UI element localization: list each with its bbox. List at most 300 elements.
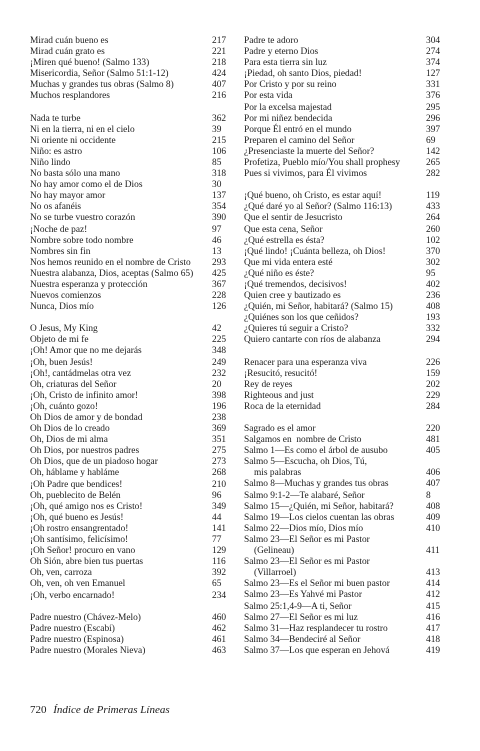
entry-first-line: Oh, criaturas del Señor xyxy=(30,379,117,390)
entry-first-line: Padre nuestro (Chávez-Melo) xyxy=(30,612,141,623)
entry-page-number: 302 xyxy=(426,257,441,268)
entry-page-number: 409 xyxy=(426,512,441,523)
entry-page-number: 228 xyxy=(212,291,227,302)
entry-page-number: 20 xyxy=(212,379,222,390)
entry-first-line: ¡Oh, cuánto gozo! xyxy=(30,401,98,412)
entry-page-number: 406 xyxy=(426,468,441,479)
index-entry xyxy=(244,624,450,635)
index-entry xyxy=(244,402,450,413)
entry-first-line: Oh Dios, por nuestros padres xyxy=(30,446,140,457)
index-entry xyxy=(244,424,450,435)
entry-page-number: 264 xyxy=(426,213,441,224)
index-entry xyxy=(30,335,236,346)
index-entry xyxy=(30,269,236,280)
entry-page-number: 229 xyxy=(426,390,441,401)
entry-page-number: 369 xyxy=(212,424,227,435)
entry-page-number: 106 xyxy=(212,146,227,157)
index-entry xyxy=(30,402,236,413)
entry-page-number: 221 xyxy=(212,47,227,58)
index-entry xyxy=(244,125,450,136)
index-entry xyxy=(244,524,450,535)
footer-title: Índice de Primeras Líneas xyxy=(53,704,170,716)
index-entry xyxy=(30,36,236,47)
index-entry xyxy=(30,524,236,535)
entry-page-number: 159 xyxy=(426,368,441,379)
entry-first-line: Salmo 37—Los que esperan en Jehová xyxy=(244,645,390,656)
entry-page-number: 102 xyxy=(426,235,441,246)
entry-page-number: 405 xyxy=(426,446,441,457)
entry-page-number: 274 xyxy=(426,47,441,58)
index-entry xyxy=(30,435,236,446)
entry-first-line: Muchas y grandes tus obras (Salmo 8) xyxy=(30,80,174,91)
entry-first-line: ¡Oh Padre que bendices! xyxy=(30,479,123,490)
entry-first-line: ¡Qué lindo! ¡Cuánta belleza, oh Dios! xyxy=(244,246,386,257)
entry-first-line: Para esta tierra sin luz xyxy=(244,58,327,69)
index-entry xyxy=(244,69,450,80)
index-entry xyxy=(244,502,450,513)
entry-page-number: 402 xyxy=(426,279,441,290)
entry-page-number: 461 xyxy=(212,634,227,645)
entry-page-number: 282 xyxy=(426,169,441,180)
index-entry xyxy=(30,546,236,557)
entry-page-number: 392 xyxy=(212,568,227,579)
index-entry xyxy=(244,91,450,102)
index-entry xyxy=(244,479,450,490)
index-entry xyxy=(30,613,236,624)
index-entry xyxy=(244,291,450,302)
entry-first-line: Porque Él entró en el mundo xyxy=(244,124,352,135)
entry-page-number: 215 xyxy=(212,135,227,146)
entry-first-line: Oh, ven, carroza xyxy=(30,568,92,579)
entry-first-line: ¿Qué niño es éste? xyxy=(244,268,315,279)
index-entry xyxy=(244,280,450,291)
entry-first-line: Nada te turbe xyxy=(30,113,81,124)
index-entry xyxy=(30,591,236,602)
entry-page-number: 275 xyxy=(212,446,227,457)
entry-page-number: 425 xyxy=(212,268,227,279)
entry-page-number: 97 xyxy=(212,224,222,235)
entry-first-line: ¡Oh, Cristo de infinito amor! xyxy=(30,390,139,401)
entry-page-number: 65 xyxy=(212,579,222,590)
page-footer xyxy=(30,704,170,716)
index-entry xyxy=(244,557,450,568)
index-entry xyxy=(244,247,450,258)
entry-page-number: 234 xyxy=(212,590,227,601)
entry-first-line: Oh, Dios de mi alma xyxy=(30,435,108,446)
entry-page-number: 268 xyxy=(212,468,227,479)
entry-page-number: 42 xyxy=(212,324,222,335)
entry-page-number: 417 xyxy=(426,623,441,634)
entry-first-line: Pues si vivimos, para Él vivimos xyxy=(244,169,367,180)
entry-first-line: Sagrado es el amor xyxy=(244,424,316,434)
index-entry xyxy=(30,480,236,491)
entry-page-number: 367 xyxy=(212,279,227,290)
index-entry xyxy=(30,302,236,313)
entry-page-number: 294 xyxy=(426,335,441,346)
entry-first-line: Salmo 22—Dios mío, Dios mío xyxy=(244,523,364,534)
entry-first-line: ¡Oh, qué bueno es Jesús! xyxy=(30,512,124,523)
index-entry xyxy=(30,513,236,524)
index-entry xyxy=(30,324,236,335)
entry-page-number: 412 xyxy=(426,590,441,601)
entry-page-number: 119 xyxy=(426,191,440,202)
entry-page-number: 407 xyxy=(426,479,441,490)
entry-first-line: Mirad cuán bueno es xyxy=(30,36,109,46)
index-entry xyxy=(30,147,236,158)
entry-first-line: Salmo 8—Muchas y grandes tus obras xyxy=(244,479,389,490)
entry-first-line: Nombre sobre todo nombre xyxy=(30,235,134,246)
index-entry xyxy=(244,324,450,335)
index-entry xyxy=(30,258,236,269)
entry-page-number: 8 xyxy=(426,490,431,501)
index-entry xyxy=(30,280,236,291)
entry-first-line: Salmo 5—Escucha, oh Dios, Tú, xyxy=(244,457,367,468)
entry-page-number: 296 xyxy=(426,113,441,124)
entry-first-line: Rey de reyes xyxy=(244,379,293,390)
index-entry xyxy=(30,568,236,579)
index-entry xyxy=(30,646,236,657)
entry-page-number: 129 xyxy=(212,546,227,557)
entry-page-number: 238 xyxy=(212,413,227,423)
entry-page-number: 418 xyxy=(426,634,441,645)
entry-page-number: 96 xyxy=(212,490,222,501)
entry-page-number: 415 xyxy=(426,601,441,612)
entry-first-line: No os afanéis xyxy=(30,202,82,213)
entry-first-line: Quien cree y bautizado es xyxy=(244,291,341,302)
entry-first-line: ¡Oh!, cantádmelas otra vez xyxy=(30,368,131,379)
index-entry xyxy=(30,502,236,513)
entry-page-number: 232 xyxy=(212,368,227,379)
entry-page-number: 295 xyxy=(426,102,441,113)
index-entry xyxy=(244,136,450,147)
index-entry xyxy=(30,136,236,147)
index-entry xyxy=(30,91,236,102)
entry-first-line: Padre nuestro (Espinosa) xyxy=(30,634,124,645)
entry-page-number: 463 xyxy=(212,645,227,656)
entry-first-line: Por Cristo y por su reino xyxy=(244,80,337,91)
entry-first-line: ¿Quién, mi Señor, habitará? (Salmo 15) xyxy=(244,302,393,313)
entry-first-line: No hay mayor amor xyxy=(30,191,106,202)
entry-first-line: Padre y eterno Dios xyxy=(244,47,319,58)
entry-first-line: ¿Quieres tú seguir a Cristo? xyxy=(244,324,349,335)
index-entry xyxy=(244,446,450,457)
index-entry xyxy=(30,125,236,136)
entry-first-line: ¡Oh rostro ensangrentado! xyxy=(30,523,129,534)
entry-first-line: Mirad cuán grato es xyxy=(30,47,105,58)
index-entry xyxy=(244,225,450,236)
entry-first-line: Niño lindo xyxy=(30,157,71,168)
index-entry xyxy=(30,446,236,457)
index-entry xyxy=(244,103,450,114)
entry-first-line: ¡Oh santísimo, felicísimo! xyxy=(30,535,129,546)
entry-first-line: Ni oriente ni occidente xyxy=(30,135,116,146)
index-entry xyxy=(30,413,236,424)
index-entry xyxy=(30,247,236,258)
index-entry xyxy=(244,568,450,579)
index-entry xyxy=(244,513,450,524)
entry-page-number: 407 xyxy=(212,80,227,91)
entry-first-line: Muchos resplandores xyxy=(30,91,110,102)
entry-first-line: (Villarroel) xyxy=(254,568,297,579)
index-entry xyxy=(244,358,450,369)
entry-first-line: ¡Oh, qué amigo nos es Cristo! xyxy=(30,501,143,512)
entry-page-number: 217 xyxy=(212,36,227,46)
index-entry xyxy=(244,313,450,324)
entry-page-number: 141 xyxy=(212,523,227,534)
index-entry xyxy=(30,491,236,502)
index-entry xyxy=(30,624,236,635)
entry-first-line: Ni en la tierra, ni en el cielo xyxy=(30,124,135,135)
entry-first-line: ¡Oh, buen Jesús! xyxy=(30,357,93,368)
entry-page-number: 202 xyxy=(426,379,441,390)
entry-first-line: Salmo 25:1,4-9—A ti, Señor xyxy=(244,601,352,612)
index-entry xyxy=(244,590,450,601)
entry-first-line: Oh, ven, oh ven Emanuel xyxy=(30,579,126,590)
index-entry xyxy=(244,58,450,69)
entry-first-line: (Gelineau) xyxy=(254,546,295,557)
index-entry xyxy=(244,158,450,169)
entry-first-line: ¡Piedad, oh santo Dios, piedad! xyxy=(244,69,362,80)
index-entry xyxy=(30,80,236,91)
index-entry xyxy=(30,169,236,180)
entry-first-line: Nombres sin fin xyxy=(30,246,91,257)
entry-first-line: Padre nuestro (Morales Nieva) xyxy=(30,645,146,656)
entry-page-number: 318 xyxy=(212,169,227,180)
entry-first-line: Padre nuestro (Escabí) xyxy=(30,623,115,634)
index-entry xyxy=(244,635,450,646)
index-entry xyxy=(30,579,236,590)
entry-page-number: 95 xyxy=(426,268,436,279)
index-entry xyxy=(30,191,236,202)
entry-first-line: Preparen el camino del Señor xyxy=(244,135,355,146)
index-entry xyxy=(244,602,450,613)
entry-first-line: Salmo 9:1-2—Te alabaré, Señor xyxy=(244,490,365,501)
entry-page-number: 116 xyxy=(212,557,226,568)
entry-page-number: 416 xyxy=(426,612,441,623)
index-entry xyxy=(30,535,236,546)
index-entry xyxy=(30,291,236,302)
index-entry xyxy=(244,36,450,47)
entry-first-line: Nos hemos reunido en el nombre de Cristo xyxy=(30,257,191,268)
index-entry xyxy=(244,236,450,247)
entry-page-number: 414 xyxy=(426,579,441,590)
entry-first-line: No basta sólo una mano xyxy=(30,169,121,180)
footer-page-number: 720 xyxy=(30,704,47,716)
entry-page-number: 249 xyxy=(212,357,227,368)
index-entry xyxy=(30,158,236,169)
entry-page-number: 408 xyxy=(426,302,441,313)
index-entry xyxy=(244,114,450,125)
entry-first-line: Salmo 23—Es Yahvé mi Pastor xyxy=(244,590,362,601)
index-entry xyxy=(244,468,450,479)
entry-page-number: 142 xyxy=(426,146,441,157)
entry-first-line: ¡Oh, verbo encarnado! xyxy=(30,590,115,601)
index-entry xyxy=(244,147,450,158)
index-entry xyxy=(30,424,236,435)
index-entry xyxy=(30,69,236,80)
index-entry xyxy=(244,47,450,58)
entry-first-line: Por la excelsa majestad xyxy=(244,102,332,113)
entry-first-line: ¡Qué bueno, oh Cristo, es estar aquí! xyxy=(244,191,382,202)
index-entry xyxy=(30,380,236,391)
index-entry xyxy=(244,546,450,557)
entry-first-line: O Jesus, My King xyxy=(30,324,98,335)
index-entry xyxy=(30,202,236,213)
index-entry xyxy=(244,369,450,380)
entry-first-line: ¡Noche de paz! xyxy=(30,224,88,235)
entry-page-number: 265 xyxy=(426,158,441,169)
entry-first-line: No hay amor como el de Dios xyxy=(30,180,143,191)
index-entry xyxy=(30,391,236,402)
entry-first-line: Salmo 31—Haz resplandecer tu rostro xyxy=(244,623,388,634)
entry-page-number: 374 xyxy=(426,58,441,69)
entry-page-number: 411 xyxy=(426,546,440,557)
entry-page-number: 46 xyxy=(212,235,222,246)
entry-page-number: 462 xyxy=(212,623,227,634)
entry-first-line: Renacer para una esperanza viva xyxy=(244,357,367,368)
entry-page-number: 85 xyxy=(212,157,222,168)
entry-page-number: 413 xyxy=(426,568,441,579)
entry-first-line: ¿Presenciaste la muerte del Señor? xyxy=(244,146,375,157)
entry-page-number: 419 xyxy=(426,645,441,656)
index-entry xyxy=(244,579,450,590)
entry-page-number: 30 xyxy=(212,180,222,191)
index-entry xyxy=(30,58,236,69)
index-entry xyxy=(244,191,450,202)
index-entry xyxy=(244,80,450,91)
entry-page-number: 284 xyxy=(426,401,441,412)
entry-first-line: Salmo 27—El Señor es mi luz xyxy=(244,612,358,623)
entry-page-number: 293 xyxy=(212,257,227,268)
index-entry xyxy=(244,457,450,468)
entry-first-line: No se turbe vuestro corazón xyxy=(30,213,136,224)
index-entry xyxy=(30,47,236,58)
entry-first-line: ¡Oh! Amor que no me dejarás xyxy=(30,346,142,357)
index-entry xyxy=(244,435,450,446)
index-entry xyxy=(244,213,450,224)
entry-first-line: Profetiza, Pueblo mío/You shall prophesy xyxy=(244,158,401,169)
entry-first-line: Nuestra esperanza y protección xyxy=(30,279,148,290)
index-entry xyxy=(30,114,236,125)
entry-page-number: 210 xyxy=(212,479,227,490)
entry-first-line: Que mi vida entera esté xyxy=(244,257,333,268)
index-entry xyxy=(244,535,450,546)
entry-first-line: mis palabras xyxy=(254,468,302,479)
left-index-column xyxy=(30,36,236,657)
entry-first-line: Salmo 1—Es como el árbol de ausubo xyxy=(244,446,388,457)
entry-page-number: 481 xyxy=(426,435,441,446)
entry-page-number: 351 xyxy=(212,435,227,446)
entry-page-number: 260 xyxy=(426,224,441,235)
entry-first-line: Salgamos en nombre de Cristo xyxy=(244,435,362,446)
entry-page-number: 424 xyxy=(212,69,227,80)
entry-first-line: Oh, háblame y habláme xyxy=(30,468,120,479)
entry-first-line: Salmo 15—¿Quién, mi Señor, habitará? xyxy=(244,501,394,512)
entry-first-line: Oh Dios, que de un piadoso hogar xyxy=(30,457,158,468)
entry-first-line: Salmo 23—Es el Señor mi buen pastor xyxy=(244,579,390,590)
index-entry xyxy=(244,258,450,269)
entry-page-number: 216 xyxy=(212,91,227,102)
index-entry xyxy=(244,335,450,346)
entry-first-line: Righteous and just xyxy=(244,390,314,401)
index-entry xyxy=(244,646,450,657)
entry-first-line: Roca de la eternidad xyxy=(244,401,321,412)
entry-first-line: ¡Miren qué bueno! (Salmo 133) xyxy=(30,58,150,69)
entry-first-line: Oh Dios de amor y de bondad xyxy=(30,413,143,423)
entry-first-line: Por esta vida xyxy=(244,91,293,102)
entry-first-line: Niño: es astro xyxy=(30,146,83,157)
entry-page-number: 348 xyxy=(212,346,227,357)
index-entry xyxy=(30,236,236,247)
entry-first-line: Por mi niñez bendecida xyxy=(244,113,333,124)
entry-page-number: 410 xyxy=(426,523,441,534)
index-entry xyxy=(30,635,236,646)
entry-page-number: 127 xyxy=(426,69,441,80)
entry-page-number: 39 xyxy=(212,124,222,135)
entry-page-number: 13 xyxy=(212,246,222,257)
index-entry xyxy=(30,468,236,479)
entry-page-number: 331 xyxy=(426,80,441,91)
entry-page-number: 370 xyxy=(426,246,441,257)
index-entry xyxy=(244,202,450,213)
index-entry xyxy=(30,358,236,369)
entry-page-number: 218 xyxy=(212,58,227,69)
entry-page-number: 196 xyxy=(212,401,227,412)
entry-page-number: 398 xyxy=(212,390,227,401)
entry-page-number: 354 xyxy=(212,202,227,213)
entry-page-number: 433 xyxy=(426,202,441,213)
index-entry xyxy=(30,369,236,380)
index-entry xyxy=(244,169,450,180)
entry-first-line: Que el sentir de Jesucristo xyxy=(244,213,343,224)
entry-page-number: 376 xyxy=(426,91,441,102)
entry-page-number: 460 xyxy=(212,612,227,623)
index-entry xyxy=(30,225,236,236)
entry-page-number: 332 xyxy=(426,324,441,335)
entry-page-number: 362 xyxy=(212,113,227,124)
entry-first-line: ¡Resucitó, resucitó! xyxy=(244,368,318,379)
entry-first-line: ¿Qué estrella es ésta? xyxy=(244,235,325,246)
entry-page-number: 220 xyxy=(426,424,441,434)
index-entry xyxy=(30,346,236,357)
index-entry xyxy=(244,269,450,280)
index-entry xyxy=(244,380,450,391)
entry-page-number: 44 xyxy=(212,512,222,523)
index-entry xyxy=(244,391,450,402)
entry-page-number: 126 xyxy=(212,302,227,313)
entry-first-line: Salmo 34—Bendeciré al Señor xyxy=(244,634,361,645)
entry-page-number: 225 xyxy=(212,335,227,346)
index-entry xyxy=(244,613,450,624)
entry-first-line: Misericordia, Señor (Salmo 51:1-12) xyxy=(30,69,169,80)
entry-first-line: ¿Qué daré yo al Señor? (Salmo 116:13) xyxy=(244,202,393,213)
entry-page-number: 137 xyxy=(212,191,227,202)
entry-page-number: 77 xyxy=(212,535,222,546)
entry-first-line: Oh Dios de lo creado xyxy=(30,424,110,435)
entry-first-line: Que esta cena, Señor xyxy=(244,224,323,235)
entry-first-line: Salmo 19—Los cielos cuentan las obras xyxy=(244,512,395,523)
entry-first-line: Objeto de mi fe xyxy=(30,335,89,346)
entry-page-number: 390 xyxy=(212,213,227,224)
entry-first-line: Nuestra alabanza, Dios, aceptas (Salmo 65) xyxy=(30,268,194,279)
entry-page-number: 193 xyxy=(426,313,441,324)
entry-page-number: 349 xyxy=(212,501,227,512)
entry-page-number: 397 xyxy=(426,124,441,135)
index-entry xyxy=(30,557,236,568)
entry-page-number: 236 xyxy=(426,291,441,302)
right-index-column xyxy=(244,36,450,657)
index-entry xyxy=(30,213,236,224)
